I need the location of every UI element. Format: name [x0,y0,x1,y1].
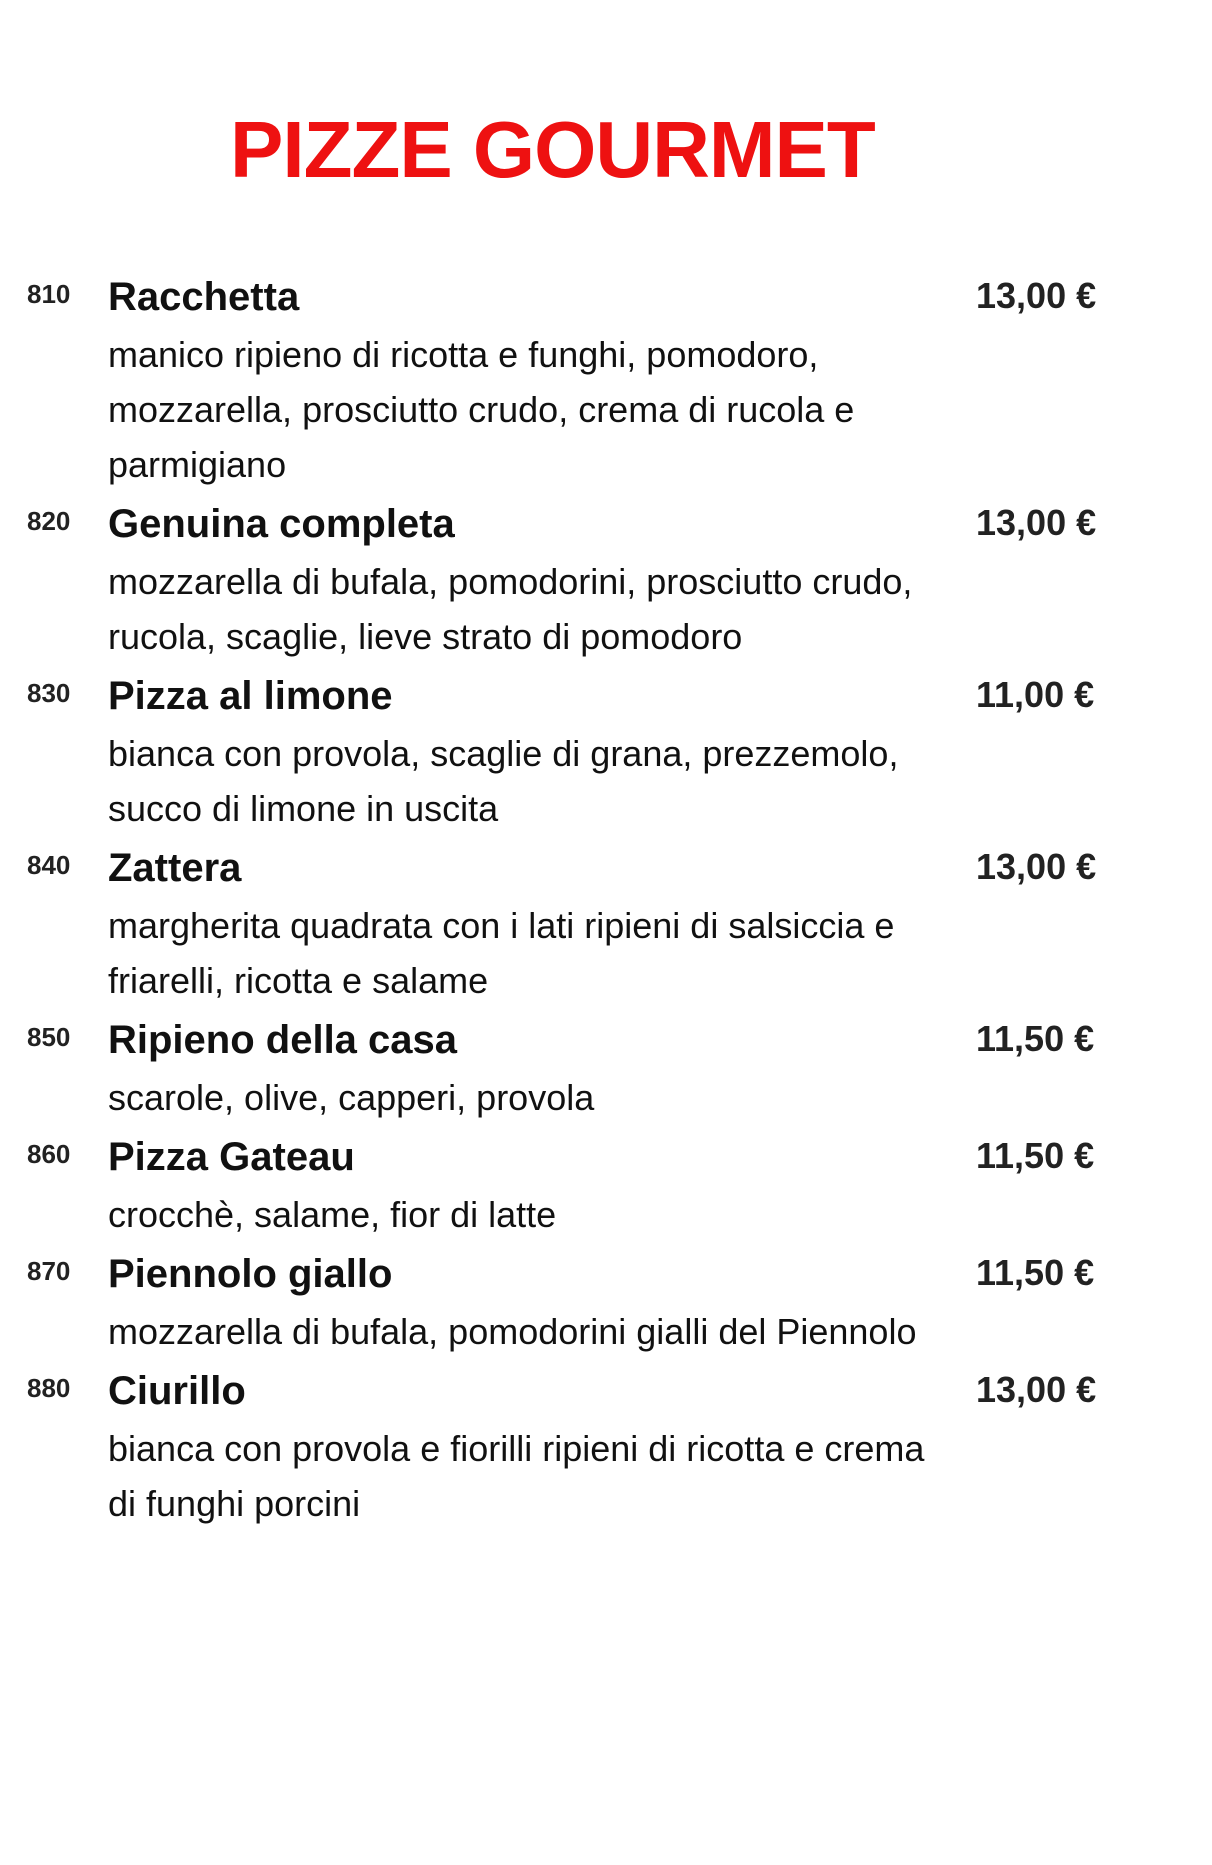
item-price: 13,00 € [976,275,1097,316]
item-number: 880 [27,1373,71,1403]
item-number: 870 [27,1256,71,1286]
item-number: 830 [27,678,71,708]
item-name: Ciurillo [108,1369,246,1413]
menu-item-880 [0,1361,1212,1533]
item-description: mozzarella di bufala, pomodorini, prosciutto crudo, rucola, scaglie, lieve strato di pomodoro [108,561,913,657]
item-description: bianca con provola e fiorilli ripieni di ricotta e crema di funghi porcini [108,1428,925,1524]
page-title: PIZZE GOURMET [230,105,875,194]
item-description: mozzarella di bufala, pomodorini gialli del Piennolo [108,1311,917,1352]
menu-item-830 [0,666,1212,838]
item-name: Pizza al limone [108,674,393,718]
item-name: Genuina completa [108,502,455,546]
item-number: 820 [27,506,71,536]
item-number: 840 [27,850,71,880]
item-name: Racchetta [108,275,300,319]
item-description: crocchè, salame, fior di latte [108,1194,557,1235]
item-description: margherita quadrata con i lati ripieni di salsiccia e friarelli, ricotta e salame [108,905,895,1001]
item-description: bianca con provola, scaglie di grana, prezzemolo, succo di limone in uscita [108,733,899,829]
item-price: 11,50 € [976,1018,1095,1059]
item-price: 11,50 € [976,1252,1095,1293]
menu-item-860 [0,1127,1212,1244]
menu-list [0,267,1212,1533]
item-price: 13,00 € [976,502,1097,543]
menu-item-870 [0,1244,1212,1361]
menu-item-850 [0,1010,1212,1127]
item-price: 13,00 € [976,846,1097,887]
item-number: 850 [27,1022,71,1052]
menu-item-820 [0,494,1212,666]
item-description: scarole, olive, capperi, provola [108,1077,595,1118]
item-name: Piennolo giallo [108,1252,393,1296]
item-price: 11,50 € [976,1135,1095,1176]
item-price: 11,00 € [976,674,1095,715]
item-description: manico ripieno di ricotta e funghi, pomodoro, mozzarella, prosciutto crudo, crema di rucola e parmigiano [108,334,855,485]
menu-item-810 [0,267,1212,494]
item-name: Zattera [108,846,242,890]
item-name: Pizza Gateau [108,1135,355,1179]
item-number: 810 [27,279,71,309]
item-price: 13,00 € [976,1369,1097,1410]
menu-item-840 [0,838,1212,1010]
item-name: Ripieno della casa [108,1018,458,1062]
item-number: 860 [27,1139,71,1169]
